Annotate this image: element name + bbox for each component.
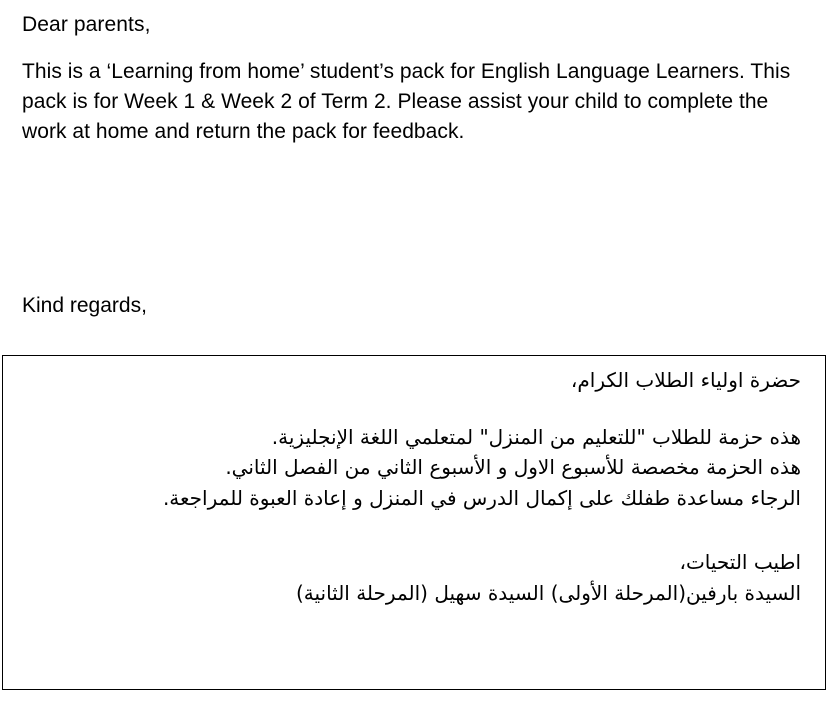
arabic-salutation: حضرة اولياء الطلاب الكرام، <box>570 368 801 392</box>
english-body-paragraph: This is a ‘Learning from home’ student’s pack for English Language Learners. This pack is for Week 1 & Week 2 of Term 2. Please assist your child to complete the work at home and return the pack for feedback. <box>22 60 791 143</box>
arabic-closing: اطيب التحيات، <box>679 550 801 575</box>
arabic-spacer <box>27 513 801 547</box>
arabic-signature: السيدة بارفين(المرحلة الأولى) السيدة سهيل (المرحلة الثانية) <box>295 580 801 605</box>
arabic-body-line-2: هذه الحزمة مخصصة للأسبوع الاول و الأسبوع الثاني من الفصل الثاني. <box>225 455 801 480</box>
arabic-letter-section <box>2 355 826 690</box>
arabic-body-line-1: هذه حزمة للطلاب "للتعليم من المنزل" لمتعلمي اللغة الإنجليزية. <box>271 425 801 449</box>
arabic-body-group <box>27 422 801 513</box>
arabic-body-line-3: الرجاء مساعدة طفلك على إكمال الدرس في المنزل و إعادة العبوة للمراجعة. <box>162 485 801 510</box>
english-closing: Kind regards, <box>22 294 147 317</box>
english-salutation: Dear parents, <box>22 13 151 36</box>
